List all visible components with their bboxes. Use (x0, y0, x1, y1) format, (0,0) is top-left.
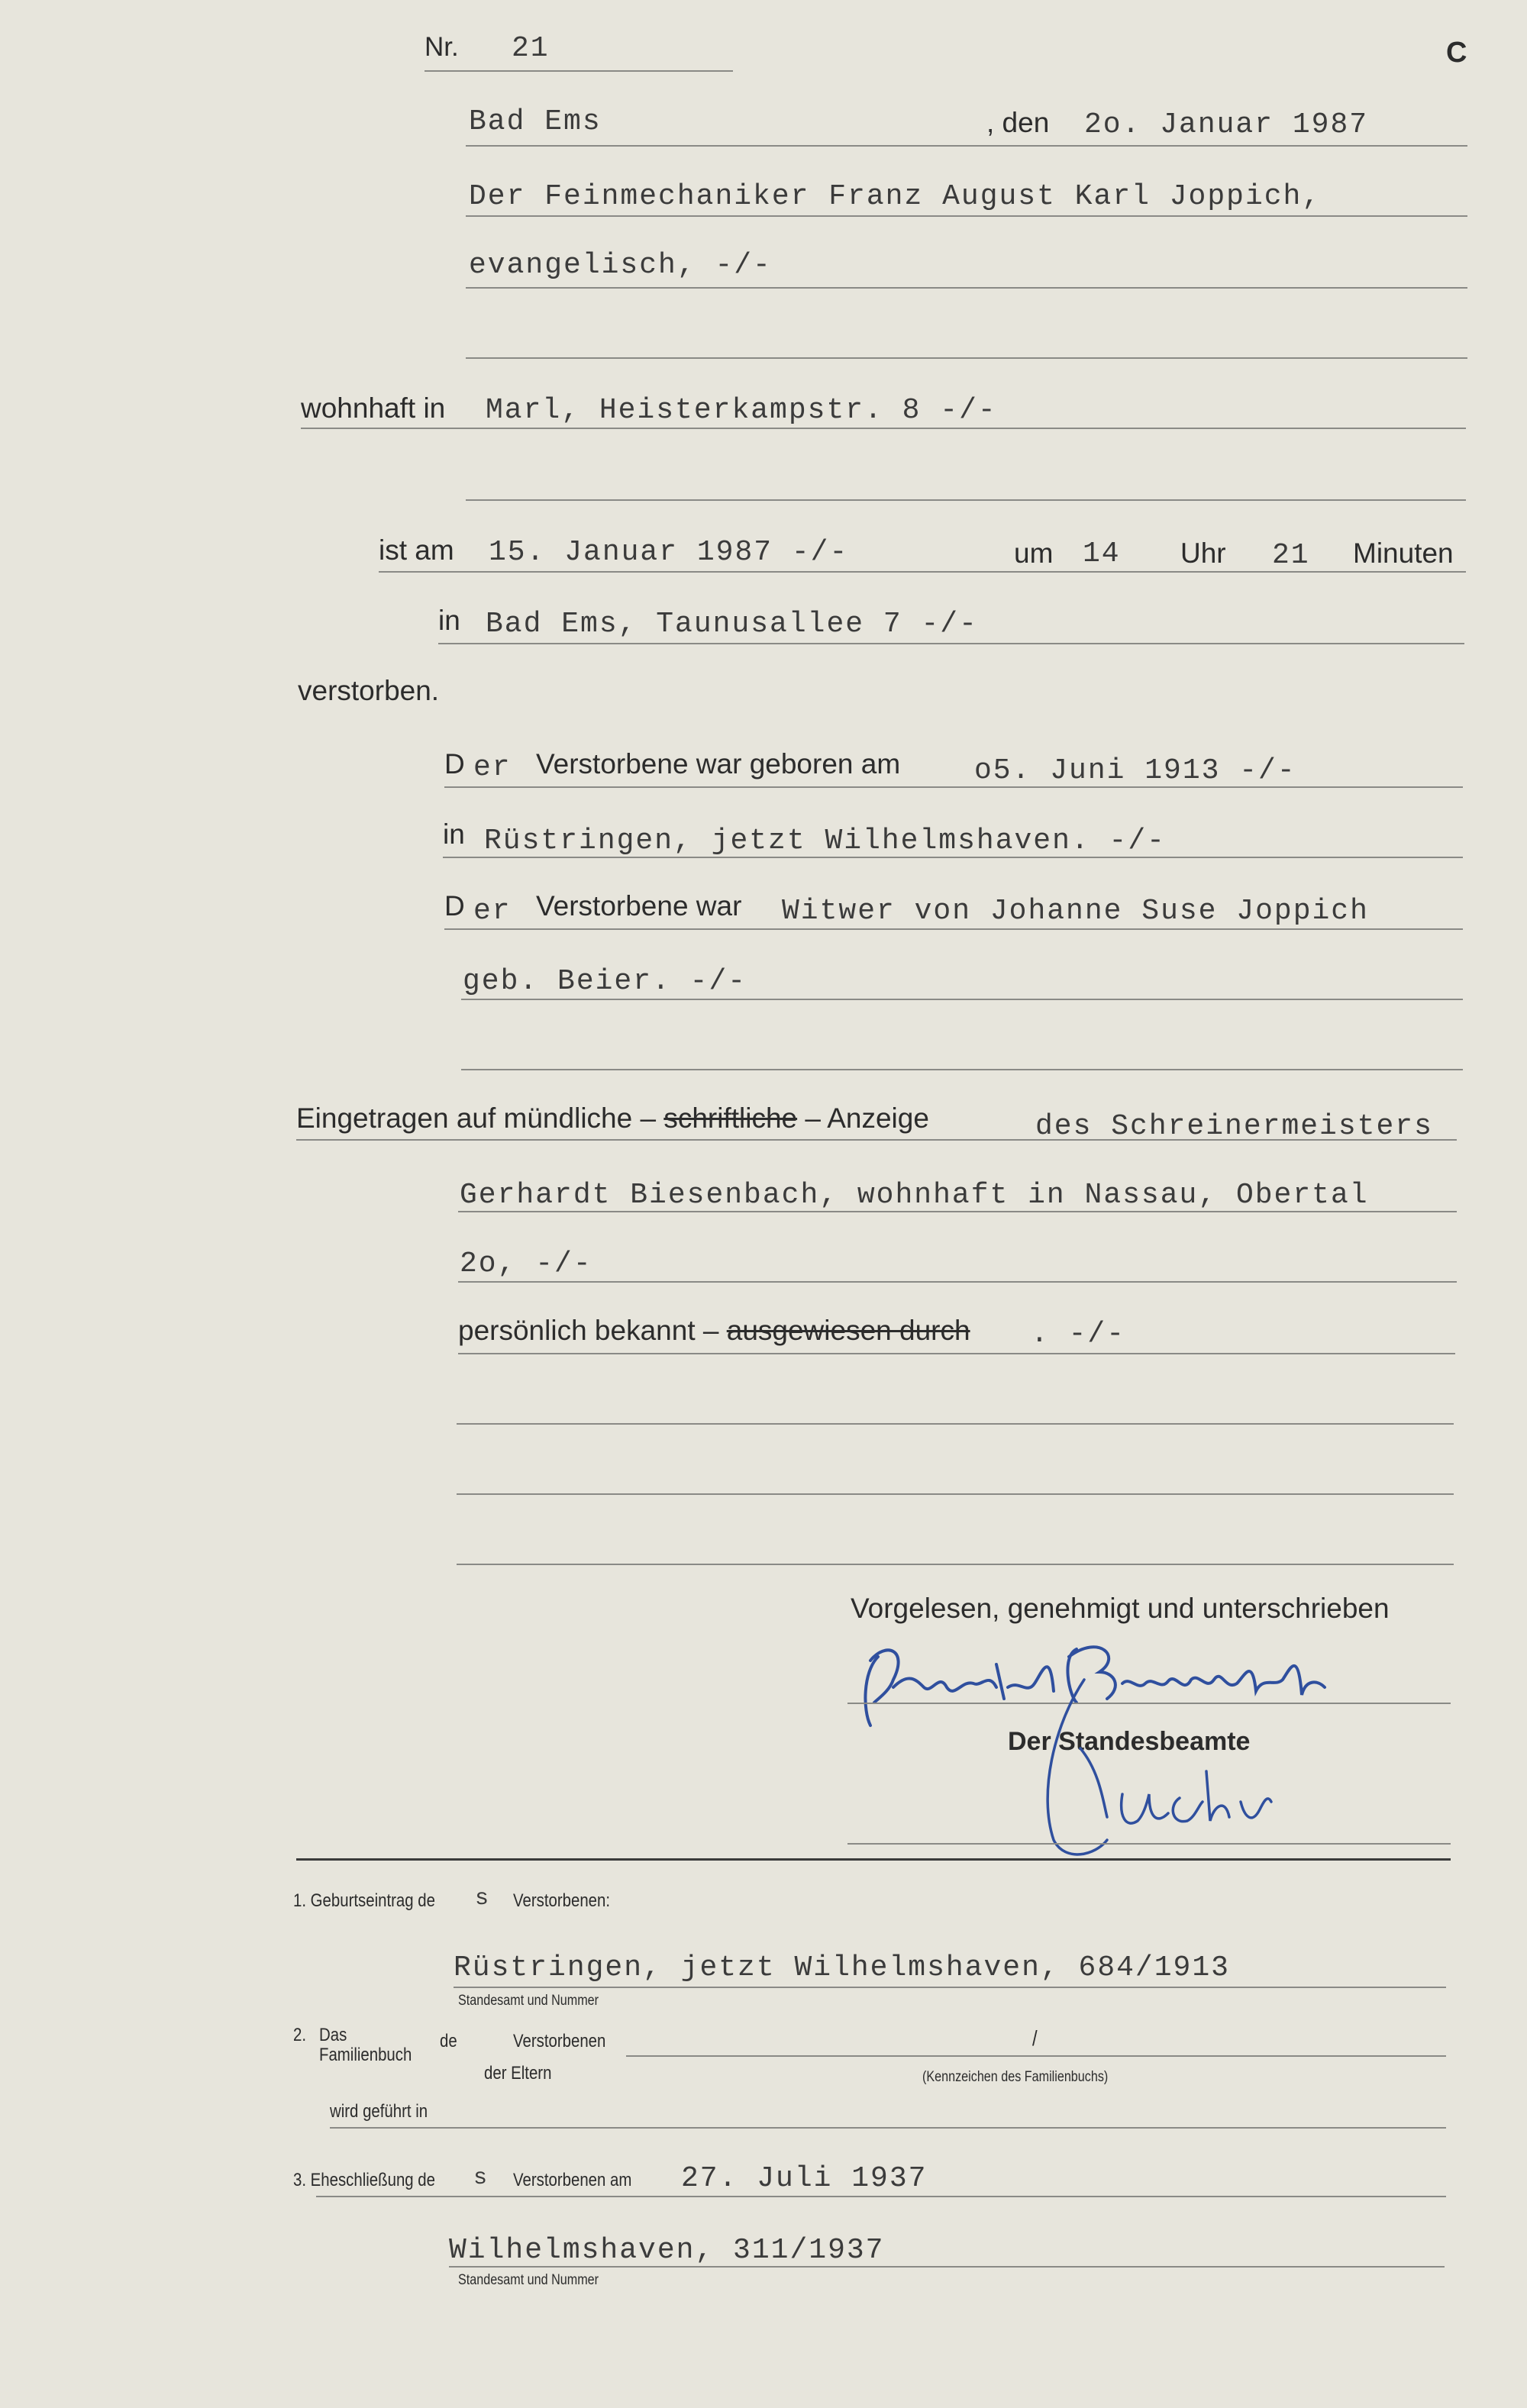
birth-label: Verstorbene war geboren am (536, 748, 901, 780)
uhr-label: Uhr (1180, 537, 1226, 569)
item2-eltern: der Eltern (484, 2063, 552, 2084)
line-status1 (444, 928, 1463, 930)
item2-num: 2. (293, 2025, 307, 2045)
line-status2 (461, 999, 1463, 1000)
line-person2 (466, 287, 1467, 289)
approval-text: Vorgelesen, genehmigt und unterschrieben (851, 1593, 1390, 1624)
line-birth (444, 786, 1463, 788)
birth-er: er (473, 751, 512, 784)
line-blank3 (461, 1069, 1463, 1070)
line-place (466, 145, 1467, 147)
item2-caption: (Kennzeichen des Familienbuchs) (922, 2069, 1109, 2085)
minutes-label: Minuten (1353, 537, 1454, 569)
line-official-signature (847, 1843, 1451, 1845)
item2-verstorbenen: Verstorbenen (513, 2031, 606, 2051)
item3-label: 3. Eheschließung de (293, 2170, 435, 2190)
known-label-text: persönlich bekannt – (458, 1315, 719, 1346)
item3-s: s (473, 2165, 489, 2191)
informant-line3: 2o, -/- (460, 1248, 592, 1280)
item2-familienbuch: Familienbuch (319, 2045, 412, 2065)
line-blank4 (457, 1423, 1454, 1425)
corner-letter: C (1446, 37, 1467, 69)
informant-line1: des Schreinermeisters (1035, 1110, 1433, 1143)
status-d: D (444, 890, 465, 922)
hour-value: 14 (1083, 537, 1121, 570)
death-place-label: in (438, 605, 460, 636)
person-line2: evangelisch, -/- (469, 249, 772, 282)
line-item3 (316, 2196, 1446, 2197)
item1-caption: Standesamt und Nummer (458, 1993, 599, 2009)
birth-place: Rüstringen, jetzt Wilhelmshaven. -/- (484, 825, 1166, 857)
item2-gefuehrt: wird geführt in (330, 2101, 428, 2122)
residence-value: Marl, Heisterkampstr. 8 -/- (486, 394, 997, 427)
official-signature (1023, 1664, 1313, 1878)
line-blank1 (466, 357, 1467, 359)
informant-line2: Gerhardt Biesenbach, wohnhaft in Nassau, Obertal (460, 1179, 1369, 1212)
status-line1: Witwer von Johanne Suse Joppich (782, 895, 1369, 928)
death-label: ist am (379, 534, 454, 566)
line-item1 (454, 1987, 1446, 1988)
line-residence (301, 428, 1466, 429)
item2-de: de (440, 2031, 457, 2051)
line-blank5 (457, 1493, 1454, 1495)
line-informant2 (458, 1211, 1457, 1212)
item3-caption: Standesamt und Nummer (458, 2272, 599, 2288)
line-person1 (466, 215, 1467, 217)
line-death-date (379, 571, 1466, 573)
item1-suffix: Verstorbenen: (513, 1890, 611, 1911)
line-blank6 (457, 1564, 1454, 1565)
item1-label: 1. Geburtseintrag de (293, 1890, 435, 1911)
deceased-label: verstorben. (298, 675, 440, 706)
status-er: er (473, 895, 512, 928)
registration-label-a: Eingetragen auf mündliche – (296, 1102, 657, 1134)
known-struck: ausgewiesen durch (726, 1315, 970, 1346)
item1-value: Rüstringen, jetzt Wilhelmshaven, 684/1913 (454, 1951, 1230, 1984)
death-place: Bad Ems, Taunusallee 7 -/- (486, 608, 978, 641)
status-line2: geb. Beier. -/- (463, 965, 747, 998)
status-label: Verstorbene war (536, 890, 742, 922)
nr-value: 21 (512, 32, 550, 65)
nr-label: Nr. (425, 32, 459, 62)
birth-d: D (444, 748, 465, 780)
official-title: Der Standesbeamte (1008, 1727, 1251, 1756)
line-death-place (438, 643, 1464, 644)
death-date: 15. Januar 1987 -/- (489, 536, 849, 569)
registration-label-b: – Anzeige (805, 1102, 929, 1134)
item3-suffix: Verstorbenen am (513, 2170, 632, 2190)
item1-s: s (475, 1886, 491, 1912)
line-item2-gefuehrt (330, 2127, 1446, 2129)
known-value: . -/- (1031, 1318, 1126, 1351)
line-informant3 (458, 1281, 1457, 1283)
item2-das: Das (319, 2025, 347, 2045)
line-blank2 (466, 499, 1466, 501)
date-value: 2o. Januar 1987 (1084, 108, 1369, 141)
line-birth-place (443, 857, 1463, 858)
line-known (458, 1353, 1455, 1354)
minute-value: 21 (1272, 539, 1310, 572)
birth-date: o5. Juni 1913 -/- (974, 754, 1296, 787)
item3-date: 27. Juli 1937 (681, 2162, 928, 2195)
hour-label: um (1014, 537, 1054, 569)
date-prefix: , den (986, 107, 1050, 138)
separator-rule (296, 1858, 1451, 1861)
registration-label-struck: schriftliche (663, 1102, 798, 1134)
birth-place-label: in (443, 818, 465, 850)
item2-slash: / (1032, 2026, 1038, 2050)
line-registration (296, 1139, 1457, 1141)
item3-value: Wilhelmshaven, 311/1937 (449, 2234, 885, 2267)
person-line1: Der Feinmechaniker Franz August Karl Joppich, (469, 180, 1322, 213)
nr-underline (425, 70, 733, 72)
residence-label: wohnhaft in (301, 392, 446, 424)
line-item3-value (449, 2266, 1445, 2268)
place-value: Bad Ems (469, 105, 602, 138)
known-label (458, 1315, 970, 1347)
registration-label (296, 1102, 929, 1135)
line-item2 (626, 2055, 1446, 2057)
